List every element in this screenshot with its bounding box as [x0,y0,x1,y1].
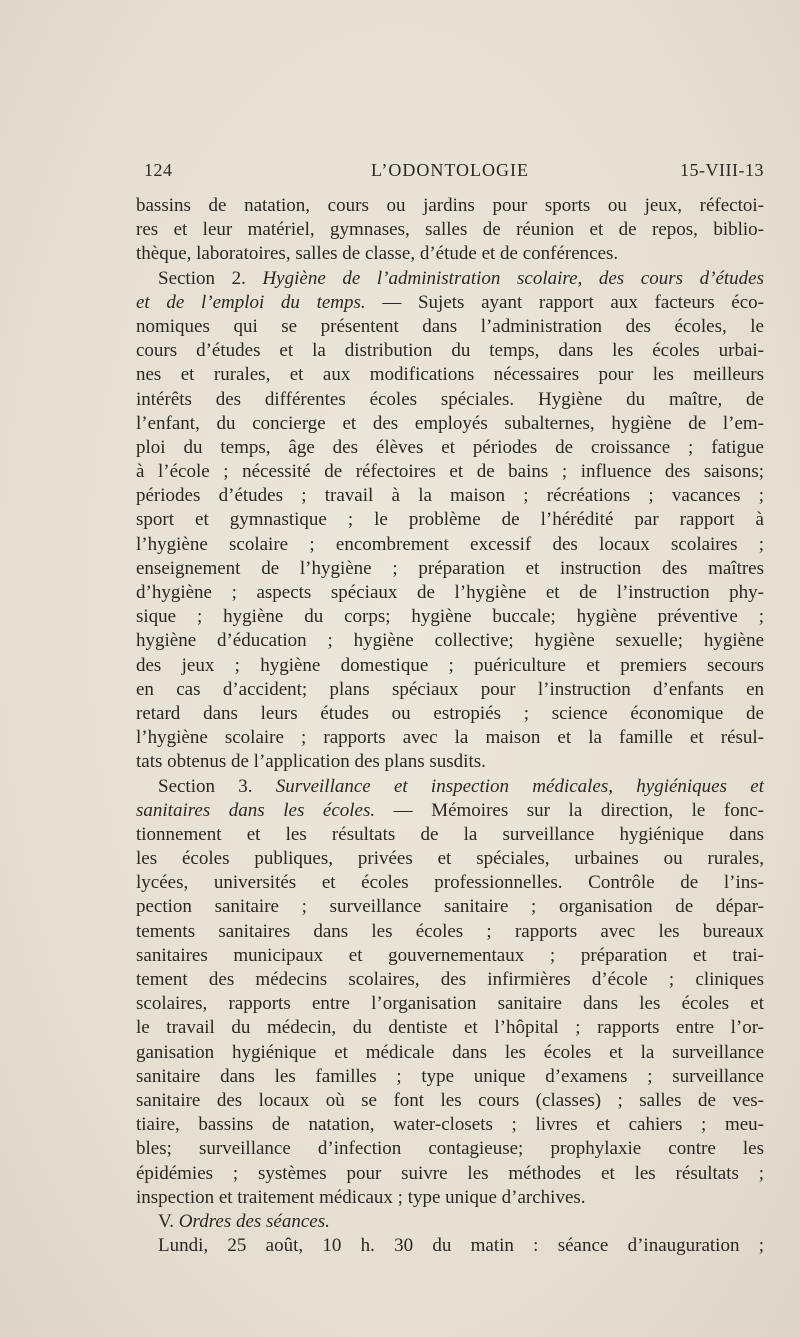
italic-text: et de l’emploi du temps. [136,291,366,313]
text-line [136,460,764,484]
text-run: enseignement de l’hygiène ; préparation et instruction des maîtres [136,557,764,579]
text-run: inspection et traitement médicaux ; type unique d’archives. [136,1186,586,1208]
text-line [136,194,764,218]
text-line [136,267,764,291]
text-run: tats obtenus de l’application des plans susdits. [136,751,486,773]
text-line [136,823,764,847]
text-run: scolaires, rapports entre l’organisation sanitaire dans les écoles et [136,993,764,1015]
text-run: les écoles publiques, privées et spéciales, urbaines ou rurales, [136,848,764,870]
text-line [136,484,764,508]
text-line [136,242,764,266]
text-line [136,799,764,823]
text-line [136,436,764,460]
text-line [136,605,764,629]
text-line [136,726,764,750]
text-run: l’enfant, du concierge et des employés subalternes, hygiène de l’em- [136,412,764,434]
text-run: des jeux ; hygiène domestique ; puériculture et premiers secours [136,654,764,676]
text-run: sanitaire des locaux où se font les cours (classes) ; salles de ves- [136,1089,764,1111]
text-line [136,412,764,436]
text-line [136,1186,764,1210]
text-line [136,1113,764,1137]
text-line [136,750,764,774]
text-line [136,581,764,605]
text-line [136,388,764,412]
page-number: 124 [144,160,173,180]
text-run: Section 3. [158,775,276,797]
text-run: — Mémoires sur la direction, le fonc- [375,799,764,821]
text-run: — Sujets ayant rapport aux facteurs éco- [365,291,764,313]
text-line [136,968,764,992]
text-line [136,654,764,678]
italic-text: sanitaires dans les écoles. [136,799,376,821]
text-line [136,678,764,702]
text-line [136,629,764,653]
text-line [136,1041,764,1065]
text-run: bassins de natation, cours ou jardins pour sports ou jeux, réfectoi- [136,195,764,216]
text-run: bles; surveillance d’infection contagieuse; prophylaxie contre les [136,1138,764,1160]
text-line [136,315,764,339]
text-line [136,363,764,387]
text-run: tements sanitaires dans les écoles ; rapports avec les bureaux [136,920,764,942]
text-run: Section 2. [158,267,263,289]
italic-text: Ordres des séances. [178,1210,330,1232]
text-run: Lundi, 25 août, 10 h. 30 du matin : séance d’inauguration ; [158,1235,764,1257]
text-run: V. [158,1210,179,1232]
text-run: lycées, universités et écoles professionnelles. Contrôle de l’ins- [136,872,764,894]
text-run: intérêts des différentes écoles spéciales. Hygiène du maître, de [136,388,764,410]
text-line [136,557,764,581]
text-run: tionnement et les résultats de la surveillance hygiénique dans [136,823,764,845]
text-run: retard dans leurs études ou estropiés ; science économique de [136,702,764,724]
text-line [136,1016,764,1040]
text-run: sanitaires municipaux et gouvernementaux ; préparation et trai- [136,944,764,966]
text-run: épidémies ; systèmes pour suivre les méthodes et les résultats ; [136,1162,764,1184]
text-line [136,1089,764,1113]
text-run: l’hygiène scolaire ; encombrement excessif des locaux scolaires ; [136,533,764,555]
text-run: sanitaire dans les familles ; type unique d’examens ; surveillance [136,1065,764,1087]
book-page [136,160,764,1258]
text-run: sique ; hygiène du corps; hygiène buccale; hygiène préventive ; [136,606,764,628]
text-line [136,291,764,315]
text-run: nes et rurales, et aux modifications nécessaires pour les meilleurs [136,364,764,386]
issue-date: 15-VIII-13 [680,160,764,180]
text-run: res et leur matériel, gymnases, salles de réunion et de repos, biblio- [136,219,764,241]
text-run: d’hygiène ; aspects spéciaux de l’hygiène et de l’instruction phy- [136,582,764,603]
text-run: l’hygiène scolaire ; rapports avec la maison et la famille et résul- [136,727,764,749]
text-line [136,1137,764,1161]
text-run: tiaire, bassins de natation, water-closets ; livres et cahiers ; meu- [136,1114,764,1136]
text-line [136,775,764,799]
text-run: périodes d’études ; travail à la maison ; récréations ; vacances ; [136,485,764,507]
text-run: tement des médecins scolaires, des infirmières d’école ; cliniques [136,969,764,990]
text-line [136,895,764,919]
text-line [136,702,764,726]
running-title: L’ODONTOLOGIE [371,160,529,180]
text-run: nomiques qui se présentent dans l’administration des écoles, le [136,315,764,337]
text-run: ganisation hygiénique et médicale dans les écoles et la surveillance [136,1041,764,1063]
text-run: en cas d’accident; plans spéciaux pour l’instruction d’enfants en [136,678,764,700]
italic-text: Surveillance et inspection médicales, hygiéniques et [275,775,764,797]
text-run: thèque, laboratoires, salles de classe, d’étude et de conférences. [136,243,619,265]
body-text [136,194,764,1258]
text-run: ploi du temps, âge des élèves et périodes de croissance ; fatigue [136,436,764,458]
text-run: hygiène d’éducation ; hygiène collective; hygiène sexuelle; hygiène [136,630,764,652]
text-run: cours d’études et la distribution du temps, dans les écoles urbai- [136,340,764,362]
text-line [136,218,764,242]
text-run: à l’école ; nécessité de réfectoires et de bains ; influence des saisons; [136,461,764,483]
text-line [136,944,764,968]
text-line [136,1065,764,1089]
text-run: le travail du médecin, du dentiste et l’hôpital ; rapports entre l’or- [136,1017,764,1039]
text-run: sport et gymnastique ; le problème de l’hérédité par rapport à [136,509,764,531]
text-line [136,533,764,557]
text-line [136,847,764,871]
text-line [136,871,764,895]
running-header [136,160,764,190]
text-line [136,1162,764,1186]
text-run: pection sanitaire ; surveillance sanitaire ; organisation de dépar- [136,896,764,918]
text-line [136,992,764,1016]
text-line [136,508,764,532]
text-line [136,1210,764,1234]
text-line [136,920,764,944]
text-line [136,1234,764,1258]
italic-text: Hygiène de l’administration scolaire, des cours d’études [262,267,764,289]
text-line [136,339,764,363]
